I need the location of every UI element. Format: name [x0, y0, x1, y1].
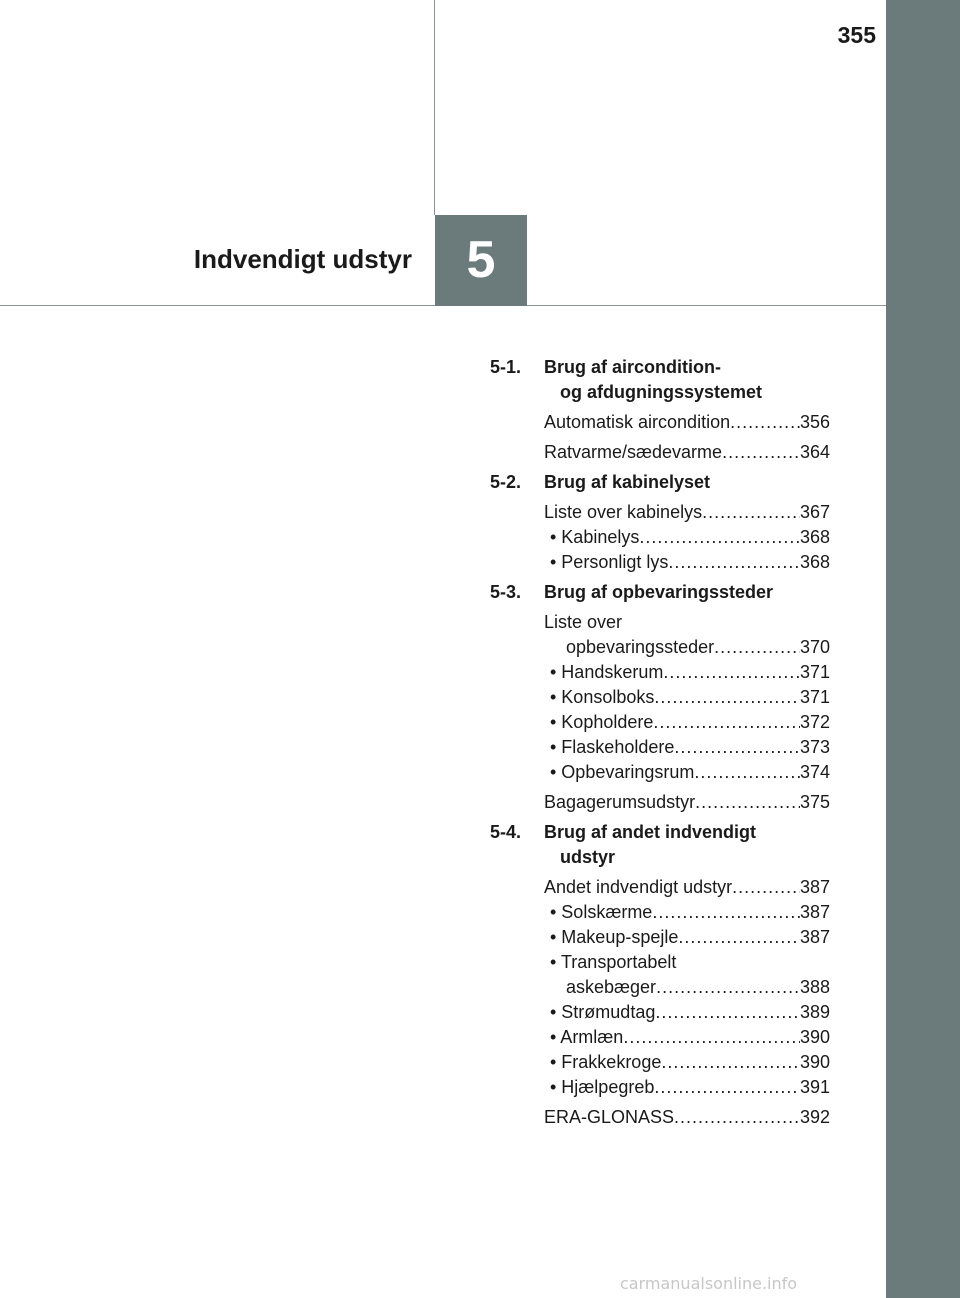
toc-entry[interactable]: ERA-GLONASS ..... 392: [490, 1105, 830, 1130]
page-ref: 387: [799, 927, 830, 947]
toc-subentry[interactable]: • Kopholdere ..... 372: [490, 710, 830, 735]
toc-entry[interactable]: opbevaringssteder ..... 370: [490, 635, 830, 660]
page-ref: 371: [799, 662, 830, 682]
toc-subentry[interactable]: • Solskærme ..... 387: [490, 900, 830, 925]
page-ref: 387: [799, 877, 830, 897]
page-ref: 374: [799, 762, 830, 782]
toc-entry[interactable]: Andet indvendigt udstyr ..... 387: [490, 875, 830, 900]
page-ref: 388: [799, 977, 830, 997]
page-ref: 370: [799, 637, 830, 657]
page-ref: 375: [799, 792, 830, 812]
section-title: Brug af opbevaringssteder: [544, 582, 774, 602]
toc-subentry[interactable]: askebæger ..... 388: [490, 975, 830, 1000]
page-number: 355: [837, 22, 876, 48]
toc-entry[interactable]: Liste over kabinelys ..... 367: [490, 500, 830, 525]
section-number: 5-1.: [490, 357, 522, 377]
page-ref: 391: [799, 1077, 830, 1097]
toc-subentry[interactable]: • Frakkekroge ..... 390: [490, 1050, 830, 1075]
toc-subentry[interactable]: • Konsolboks ..... 371: [490, 685, 830, 710]
page-ref: 368: [799, 552, 830, 572]
toc-section-heading[interactable]: [490, 470, 830, 495]
toc-entry[interactable]: Bagagerumsudstyr ..... 375: [490, 790, 830, 815]
toc-section-heading[interactable]: [490, 355, 830, 405]
toc-subentry[interactable]: • Kabinelys ..... 368: [490, 525, 830, 550]
vertical-divider: [434, 0, 435, 215]
chapter-side-tab: [886, 0, 960, 1298]
toc-subentry[interactable]: • Strømudtag ..... 389: [490, 1000, 830, 1025]
page-ref: 390: [799, 1052, 830, 1072]
toc-section-heading[interactable]: [490, 580, 830, 605]
toc-subentry[interactable]: • Opbevaringsrum ..... 374: [490, 760, 830, 785]
toc-subentry[interactable]: • Armlæn ..... 390: [490, 1025, 830, 1050]
section-title: Brug af andet indvendigt udstyr: [544, 822, 757, 867]
page-ref: 368: [799, 527, 830, 547]
page-ref: 364: [799, 442, 830, 462]
page-ref: 387: [799, 902, 830, 922]
toc-entry[interactable]: Automatisk aircondition ..... 356: [490, 410, 830, 435]
page-ref: 372: [799, 712, 830, 732]
watermark: carmanualsonline.info: [620, 1274, 798, 1293]
section-number: 5-4.: [490, 822, 522, 842]
section-number: 5-2.: [490, 472, 522, 492]
toc-subentry-label: • Transportabelt: [550, 952, 677, 972]
toc-subentry[interactable]: • Hjælpegreb ..... 391: [490, 1075, 830, 1100]
table-of-contents: [490, 350, 830, 1130]
toc-subentry[interactable]: • Handskerum ..... 371: [490, 660, 830, 685]
section-title: Brug af kabinelyset: [544, 472, 711, 492]
toc-section-heading[interactable]: [490, 820, 830, 870]
page-ref: 373: [799, 737, 830, 757]
section-number: 5-3.: [490, 582, 522, 602]
page-ref: 367: [799, 502, 830, 522]
page-ref: 392: [799, 1107, 830, 1127]
chapter-number-box: 5: [435, 215, 527, 306]
toc-subentry[interactable]: • Makeup-spejle ..... 387: [490, 925, 830, 950]
section-title: Brug af aircondition- og afdugningssystemet: [544, 357, 763, 402]
chapter-title: Indvendigt udstyr: [193, 244, 412, 274]
page-ref: 389: [799, 1002, 830, 1022]
toc-subentry[interactable]: • Flaskeholdere ..... 373: [490, 735, 830, 760]
toc-subentry[interactable]: • Personligt lys ..... 368: [490, 550, 830, 575]
page-ref: 371: [799, 687, 830, 707]
page-ref: 356: [799, 412, 830, 432]
page-ref: 390: [799, 1027, 830, 1047]
toc-entry-label: Liste over: [544, 612, 623, 632]
toc-entry[interactable]: Ratvarme/sædevarme ..... 364: [490, 440, 830, 465]
